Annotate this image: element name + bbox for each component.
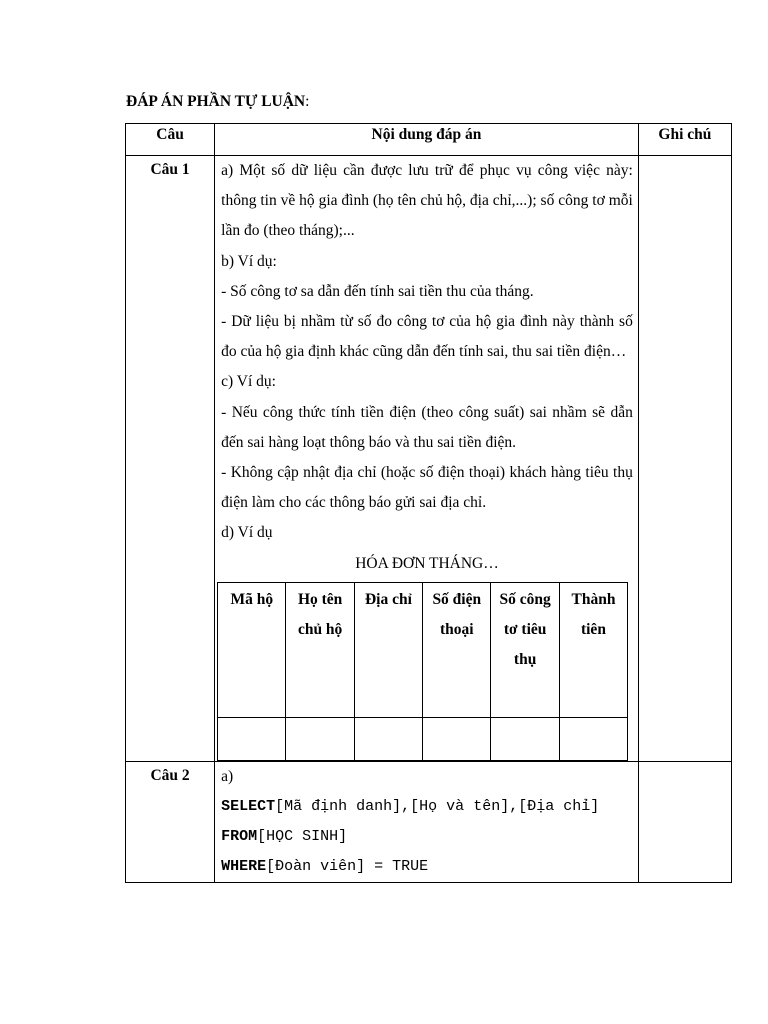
cau-1-content: [215, 156, 638, 579]
cau-1-paragraph-c-2: - Không cập nhật địa chỉ (hoặc số điện thoại) khách hàng tiêu thụ điện làm cho các thông báo gửi sai địa chỉ.: [221, 464, 633, 512]
invoice-empty-cell: [218, 717, 286, 760]
invoice-empty-cell: [559, 717, 627, 760]
invoice-empty-cell: [354, 717, 422, 760]
cau-1-content-cell: [215, 156, 639, 762]
header-cau: Câu: [126, 124, 215, 156]
sql-keyword: FROM: [221, 828, 258, 846]
sql-clause: [Đoàn viên] = TRUE: [266, 858, 429, 876]
answer-row-cau-2: [126, 761, 732, 883]
invoice-col-ma-ho: Mã hộ: [218, 582, 286, 717]
cau-2-note-cell: [638, 761, 731, 883]
cau-2-part-a: a): [221, 767, 234, 785]
invoice-header-row: [218, 582, 628, 717]
cau-1-paragraph-b-title: b) Ví dụ:: [221, 252, 277, 270]
answer-heading: [126, 93, 309, 111]
header-ghi-chu: Ghi chú: [638, 124, 731, 156]
cau-1-paragraph-c-title: c) Ví dụ:: [221, 373, 276, 391]
cau-1-label: Câu 1: [150, 161, 190, 178]
cau-1-paragraph-d-title: d) Ví dụ: [221, 524, 273, 542]
answer-heading-colon: :: [305, 93, 310, 110]
invoice-table: [217, 582, 628, 761]
answer-heading-title: ĐÁP ÁN PHẦN TỰ LUẬN: [126, 93, 306, 110]
sql-clause: [HỌC SINH]: [257, 828, 348, 846]
cau-1-paragraph-b-2: - Dữ liệu bị nhầm từ số đo công tơ của hộ gia đình này thành số đo của hộ gia định khác cũng dẫn đến tính sai, thu sai tiền điện…: [221, 313, 633, 361]
invoice-col-so-dien-thoai: Số điện thoại: [423, 582, 491, 717]
invoice-empty-cell: [491, 717, 559, 760]
answer-table-header-row: [126, 124, 732, 156]
cau-2-content: [215, 762, 638, 883]
sql-keyword: SELECT: [221, 797, 276, 815]
invoice-empty-row: [218, 717, 628, 760]
cau-1-paragraph-a: a) Một số dữ liệu cần được lưu trữ để phục vụ công việc này: thông tin về hộ gia đình (họ tên chủ hộ, địa chỉ,...); số công tơ mỗi lần đo (theo tháng);...: [221, 162, 633, 240]
invoice-empty-cell: [423, 717, 491, 760]
invoice-empty-cell: [286, 717, 354, 760]
sql-clause: [Mã định danh],[Họ và tên],[Địa chỉ]: [275, 797, 600, 815]
invoice-col-ho-ten: Họ tên chủ hộ: [286, 582, 354, 717]
sql-line-where: [221, 852, 633, 882]
sql-line-from: [221, 822, 633, 852]
invoice-title: HÓA ĐƠN THÁNG…: [355, 554, 499, 572]
cau-2-label-cell: [126, 761, 215, 883]
invoice-col-so-cong-to: Số công tơ tiêu thụ: [491, 582, 559, 717]
cau-1-note-cell: [638, 156, 731, 762]
sql-line-select: [221, 792, 633, 822]
sql-keyword: WHERE: [221, 858, 267, 876]
invoice-col-dia-chi: Địa chỉ: [354, 582, 422, 717]
cau-1-paragraph-b-1: - Số công tơ sa dẫn đến tính sai tiền thu của tháng.: [221, 282, 534, 300]
invoice-col-thanh-tien: Thành tiên: [559, 582, 627, 717]
cau-1-label-cell: [126, 156, 215, 762]
answer-row-cau-1: [126, 156, 732, 762]
cau-2-label: Câu 2: [150, 766, 190, 784]
cau-2-content-cell: [215, 761, 639, 883]
header-noi-dung: Nội dung đáp án: [215, 124, 639, 156]
cau-1-paragraph-c-1: - Nếu công thức tính tiền điện (theo công suất) sai nhầm sẽ dẫn đến sai hàng loạt thông báo và thu sai tiền điện.: [221, 403, 633, 451]
answer-table: [125, 123, 732, 883]
